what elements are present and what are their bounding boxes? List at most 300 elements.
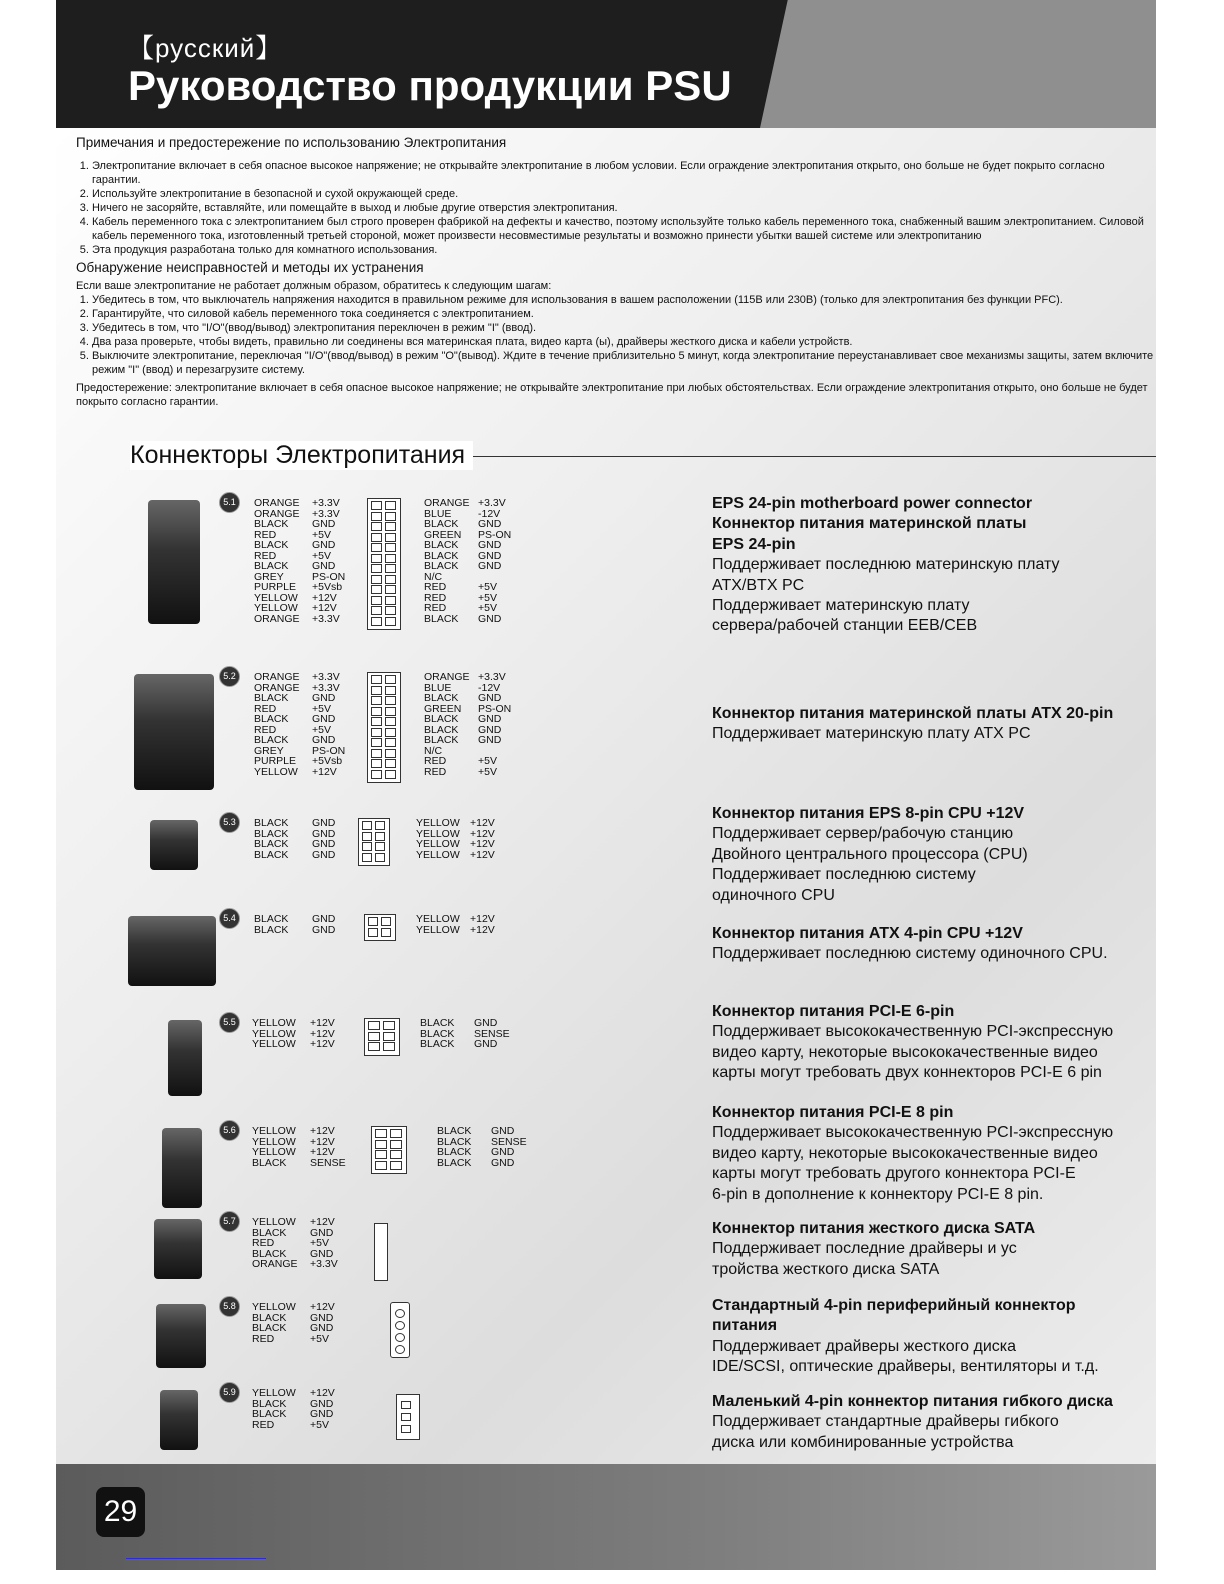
connector-pin	[371, 759, 382, 768]
pin-signal: GND	[478, 723, 502, 736]
connector-desc-line: Поддерживает стандартные драйверы гибкого	[712, 1413, 1059, 1431]
pin-signal: +5V	[310, 1418, 329, 1431]
pinout-right	[420, 1018, 510, 1050]
page-title: Руководство продукции PSU	[128, 62, 732, 109]
list-item: 2. Используйте электропитание в безопасной и сухой окружающей среде.	[92, 187, 1156, 201]
pin-signal: GND	[310, 1322, 334, 1334]
connector-pin	[385, 675, 396, 684]
connector-pin	[371, 543, 382, 552]
connector-badge: 5.8	[219, 1296, 240, 1317]
connector-pin	[401, 1413, 411, 1421]
pin-color: YELLOW	[252, 1216, 296, 1228]
pin-signal: GND	[310, 1397, 334, 1410]
pin-color: ORANGE	[254, 681, 300, 694]
pin-color: BLACK	[437, 1125, 472, 1137]
connector-pin	[385, 717, 396, 726]
connector-desc-line: Поддерживает последнюю систему одиночного CPU.	[712, 945, 1108, 963]
connector-pin	[371, 512, 382, 521]
connector-pin	[371, 770, 382, 779]
pin-signal: +12V	[310, 1146, 335, 1158]
connector-pin	[371, 533, 382, 542]
pin-color: ORANGE	[254, 497, 300, 509]
connector-pin	[362, 821, 372, 830]
connector-pin	[390, 1140, 402, 1149]
connector-desc-line: Двойного центрального процессора (CPU)	[712, 845, 1028, 863]
connector-heading: Стандартный 4-pin периферийный коннектор	[712, 1297, 1076, 1314]
pin-color: BLACK	[254, 692, 289, 704]
pin-color: RED	[254, 723, 277, 736]
pin-color: BLACK	[252, 1247, 287, 1260]
connector-description	[712, 804, 1132, 906]
pin-color: RED	[424, 602, 447, 614]
pin-color: BLACK	[254, 518, 289, 530]
troubleshooting-list	[76, 293, 1156, 377]
language-label: 【русский】	[128, 33, 283, 63]
pin-signal: SENSE	[474, 1027, 510, 1040]
pin-color: YELLOW	[252, 1135, 296, 1148]
connector-pin	[362, 832, 372, 841]
pin-signal: +12V	[310, 1038, 335, 1050]
pinout-left	[252, 1217, 338, 1270]
pin-color: BLACK	[254, 913, 289, 925]
list-item: 5. Выключите электропитание, переключая "I/O"(ввод/вывод) в режим "O"(вывод). Ждите в течение приблизительно 5 минут, когда электропитание переустанавливает свое механизмы защиты, затем включите режим "I" (ввод) и перезагрузите систему.	[92, 349, 1156, 377]
pin-signal: -12V	[478, 507, 501, 520]
connector-pin	[371, 675, 382, 684]
pin-row	[252, 1420, 335, 1431]
connector-pin	[368, 917, 378, 926]
connector-description	[712, 1219, 1132, 1280]
pin-signal: GND	[312, 518, 336, 530]
pin-signal: +5V	[312, 702, 331, 715]
pin-row	[424, 561, 511, 572]
pinout-left	[254, 672, 345, 777]
pin-signal: GND	[491, 1146, 515, 1158]
pin-signal: +12V	[312, 765, 337, 778]
connector-pin	[371, 749, 382, 758]
connector-heading: Коннектор питания жесткого диска SATA	[712, 1220, 1036, 1237]
pin-row	[252, 1039, 335, 1050]
pin-row	[424, 767, 511, 778]
pin-signal: GND	[478, 713, 502, 725]
pin-color: BLACK	[254, 539, 289, 551]
pin-signal: GND	[478, 549, 502, 562]
connector-description	[712, 494, 1132, 637]
notes-title: Примечания и предостережение по использованию Электропитания	[76, 135, 507, 150]
header-grey-panel	[760, 0, 1156, 128]
connector-pin	[371, 522, 382, 531]
pin-signal: +12V	[470, 913, 495, 925]
connector-badge: 5.4	[219, 908, 240, 929]
connector-heading: Коннектор питания PCI-E 6-pin	[712, 1003, 955, 1020]
pin-color: RED	[254, 549, 277, 562]
pin-color: RED	[424, 581, 447, 593]
pin-signal: GND	[310, 1247, 334, 1260]
connector-desc-line: IDE/SCSI, оптические драйверы, вентиляторы и т.д.	[712, 1358, 1099, 1376]
pin-signal: +12V	[312, 602, 337, 614]
pin-signal: GND	[310, 1311, 334, 1324]
connector-pin	[385, 533, 396, 542]
connector-heading: EPS 24-pin motherboard power connector	[712, 495, 1033, 512]
connector-pin	[371, 501, 382, 510]
connectors-title: Коннекторы Электропитания	[130, 441, 473, 470]
connector-cable-image	[156, 1304, 206, 1368]
connector-pin	[368, 928, 378, 937]
pin-signal: SENSE	[310, 1156, 346, 1169]
pin-row	[254, 540, 345, 551]
pin-color: PURPLE	[254, 755, 297, 767]
connector-pin	[375, 853, 385, 862]
connector-pin	[381, 917, 391, 926]
connector-pin	[375, 1140, 387, 1149]
pin-row	[254, 614, 345, 625]
pin-row	[424, 756, 511, 767]
pin-color: BLUE	[424, 681, 452, 694]
connector-desc-line: тройства жесткого диска SATA	[712, 1260, 940, 1278]
pin-row	[437, 1158, 527, 1169]
pin-signal: +3.3V	[312, 612, 340, 625]
pin-row	[252, 1334, 335, 1345]
connector-pin	[371, 554, 382, 563]
pin-signal: PS-ON	[312, 570, 346, 583]
pin-signal: GND	[478, 734, 502, 746]
pin-color: BLACK	[437, 1135, 472, 1148]
pinout-left	[252, 1388, 335, 1430]
pin-signal: SENSE	[491, 1135, 527, 1148]
pin-color: BLACK	[252, 1408, 287, 1420]
connector-pin	[385, 728, 396, 737]
troubleshooting-title: Обнаружение неисправностей и методы их устранения	[76, 260, 424, 275]
pin-signal: GND	[478, 612, 502, 625]
connector-pin	[385, 543, 396, 552]
pinout-left	[252, 1126, 346, 1168]
connector-badge: 5.1	[219, 492, 240, 513]
pin-color: BLACK	[254, 560, 289, 572]
connector-pin	[368, 1032, 380, 1041]
connector-pin	[390, 1129, 402, 1138]
troubleshooting-intro: Если ваше электропитание не работает должным образом, обратитесь к следующим шагам:	[76, 280, 552, 292]
connector-desc-line: видео карту, некоторые высококачественные видео	[712, 1144, 1098, 1162]
pin-color: RED	[252, 1418, 275, 1431]
connector-pin	[375, 832, 385, 841]
pin-row	[424, 735, 511, 746]
connector-pin	[371, 728, 382, 737]
pin-signal: +3.3V	[478, 497, 506, 509]
connector-heading: EPS 24-pin	[712, 535, 796, 553]
connector-pin	[401, 1425, 411, 1433]
pin-signal: GND	[491, 1156, 515, 1169]
connector-cable-image	[168, 1020, 202, 1096]
pin-signal: +12V	[310, 1216, 335, 1228]
connector-heading: питания	[712, 1317, 778, 1335]
connector-pin	[375, 842, 385, 851]
pinout-left	[254, 914, 335, 935]
connector-badge: 5.3	[219, 812, 240, 833]
pin-color: BLACK	[424, 734, 459, 746]
connector-cable-image	[148, 500, 200, 624]
pin-signal: GND	[312, 923, 336, 936]
connector-diagram	[358, 818, 390, 866]
pinout-right	[437, 1126, 527, 1168]
connector-pin	[390, 1150, 402, 1159]
pin-signal: +12V	[310, 1017, 335, 1029]
pin-signal: GND	[474, 1017, 498, 1029]
pin-signal: +5V	[478, 602, 497, 614]
pin-signal: GND	[312, 713, 336, 725]
pin-signal: +5V	[478, 755, 497, 767]
pin-color: GREEN	[424, 528, 462, 541]
connector-diagram	[364, 1018, 400, 1056]
pin-signal: +12V	[470, 838, 495, 850]
pin-color: BLACK	[254, 817, 289, 829]
connector-pin	[385, 501, 396, 510]
pin-signal: GND	[478, 539, 502, 551]
connector-desc-line: Поддерживает последние драйверы и ус	[712, 1240, 1017, 1258]
connector-pin	[385, 596, 396, 605]
connector-pin	[371, 596, 382, 605]
pin-color: BLACK	[424, 723, 459, 736]
pin-signal: PS-ON	[312, 744, 346, 757]
pin-signal: +5V	[478, 591, 497, 604]
pin-color: YELLOW	[252, 1038, 296, 1050]
pin-color: YELLOW	[252, 1125, 296, 1137]
list-item: 1. Электропитание включает в себя опасное высокое напряжение; не открывайте электропитание в любом условии. Если ограждение электропитания открыто, оно больше не будет покрыто согласно гарантии.	[92, 159, 1156, 187]
pin-row	[424, 582, 511, 593]
pin-color: YELLOW	[416, 838, 460, 850]
pin-color: YELLOW	[416, 848, 460, 861]
connector-pin	[371, 738, 382, 747]
pin-signal: GND	[312, 539, 336, 551]
connector-desc-line: Поддерживает драйверы жесткого диска	[712, 1337, 1017, 1355]
connector-heading: Маленький 4-pin коннектор питания гибкого диска	[712, 1393, 1113, 1410]
connector-description	[712, 1103, 1132, 1205]
pin-color: BLUE	[424, 507, 452, 520]
connector-pin	[371, 585, 382, 594]
pin-signal: GND	[491, 1125, 515, 1137]
connector-pin	[383, 1032, 395, 1041]
connector-diagram	[367, 498, 401, 630]
connector-pin	[385, 686, 396, 695]
pin-color: BLACK	[252, 1226, 287, 1239]
pin-color: N/C	[424, 570, 443, 583]
pin-color: BLACK	[254, 713, 289, 725]
pin-color: YELLOW	[416, 913, 460, 925]
connector-badge: 5.7	[219, 1211, 240, 1232]
pin-color: RED	[424, 765, 447, 778]
connector-pin	[375, 1129, 387, 1138]
connector-cable-image	[134, 674, 214, 790]
pin-row	[420, 1039, 510, 1050]
pin-signal: GND	[312, 560, 336, 572]
connector-pin	[385, 564, 396, 573]
connector-cable-image	[162, 1128, 202, 1208]
warning-text: Предостережение: электропитание включает в себя опасное высокое напряжение; не открывайте электропитание при любых обстоятельствах. Если ограждение электропитания открыто, оно больше не будет покрыто согласно гарантии.	[76, 382, 1148, 408]
connector-heading: Коннектор питания материнской платы	[712, 515, 1027, 533]
connector-desc-line: Поддерживает последнюю систему	[712, 866, 976, 884]
pin-signal: GND	[474, 1038, 498, 1050]
pin-signal: +3.3V	[310, 1258, 338, 1270]
connector-pin	[385, 770, 396, 779]
pin-color: BLACK	[424, 692, 459, 704]
pinout-left	[254, 498, 345, 624]
connector-description	[712, 1392, 1132, 1453]
pin-color: RED	[424, 755, 447, 767]
connector-pin	[381, 928, 391, 937]
pin-color: BLACK	[254, 827, 289, 840]
pin-signal: +5V	[478, 765, 497, 778]
pin-color: BLACK	[437, 1156, 472, 1169]
connector-desc-line: Поддерживает сервер/рабочую станцию	[712, 825, 1014, 843]
connector-desc-line: Поддерживает материнскую плату ATX PC	[712, 725, 1031, 743]
pin-signal: +5Vsb	[312, 581, 343, 593]
connector-description	[712, 1002, 1132, 1084]
connector-cable-image	[160, 1390, 198, 1450]
pin-color: YELLOW	[254, 602, 298, 614]
connector-pin	[385, 512, 396, 521]
pin-signal: -12V	[478, 681, 501, 694]
pin-color: GREY	[254, 570, 284, 583]
connector-pin	[375, 1161, 387, 1170]
pin-color: YELLOW	[416, 923, 460, 936]
connector-pin	[383, 1042, 395, 1051]
pin-signal: +12V	[312, 591, 337, 604]
pin-color: BLACK	[252, 1322, 287, 1334]
pinout-left	[252, 1302, 335, 1344]
pin-signal: GND	[312, 913, 336, 925]
list-item: 3. Ничего не засоряйте, вставляйте, или помещайте в выход и любые другие отверстия электропитания.	[92, 201, 1156, 215]
pin-signal: +3.3V	[312, 681, 340, 694]
pin-color: BLACK	[254, 734, 289, 746]
connector-pin	[385, 575, 396, 584]
pin-signal: GND	[312, 734, 336, 746]
list-item: 2. Гарантируйте, что силовой кабель переменного тока соединяется с электропитанием.	[92, 307, 1156, 321]
connector-diagram	[367, 672, 401, 783]
connector-desc-line: 6-pin в дополнение к коннектору PCI-E 8 pin.	[712, 1185, 1044, 1203]
connector-cable-image	[128, 916, 216, 986]
connector-desc-line: видео карту, некоторые высококачественные видео	[712, 1043, 1098, 1061]
pin-color: BLACK	[420, 1017, 455, 1029]
pin-color: YELLOW	[254, 591, 298, 604]
pin-signal: GND	[312, 838, 336, 850]
pin-signal: +12V	[470, 848, 495, 861]
pin-color: PURPLE	[254, 581, 297, 593]
list-item: 4. Кабель переменного тока с электропитанием был строго проверен фабрикой на дефекты и качество, поэтому используйте только кабель переменного тока, снабженный вашим электропитанием. Силовой кабель переменного тока, изготовленный третьей стороной, может произвести несовместимые результаты и возможно принести убытки вашей системе или электропитанию	[92, 215, 1156, 243]
pin-color: ORANGE	[424, 497, 470, 509]
pin-color: YELLOW	[252, 1387, 296, 1399]
pin-row	[254, 714, 345, 725]
pin-signal: GND	[310, 1408, 334, 1420]
pin-row	[254, 767, 345, 778]
pin-signal: +12V	[310, 1301, 335, 1313]
pin-color: BLACK	[420, 1038, 455, 1050]
connector-pin	[368, 1042, 380, 1051]
connector-desc-line: Поддерживает материнскую плату	[712, 597, 970, 615]
pin-color: BLACK	[424, 539, 459, 551]
pin-row	[254, 925, 335, 936]
connector-pin	[375, 1150, 387, 1159]
pinout-left	[252, 1018, 335, 1050]
connector-diagram	[364, 914, 396, 941]
pin-signal: PS-ON	[478, 528, 512, 541]
pin-signal: +5V	[310, 1332, 329, 1345]
pin-color: YELLOW	[252, 1301, 296, 1313]
pin-signal: +12V	[470, 827, 495, 840]
list-item: 1. Убедитесь в том, что выключатель напряжения находится в правильном режиме для использования в вашем расположении (115В или 230В) (только для электропитания без функции PFC).	[92, 293, 1156, 307]
list-item: 5. Эта продукция разработана только для комнатного использования.	[92, 243, 1156, 257]
pin-row	[254, 693, 345, 704]
connector-diagram	[396, 1394, 420, 1440]
connector-pin	[371, 606, 382, 615]
connector-desc-line: Поддерживает последнюю материнскую плату	[712, 556, 1060, 574]
pin-color: YELLOW	[416, 817, 460, 829]
connector-description	[712, 704, 1132, 745]
notes-list	[76, 159, 1156, 257]
pin-row	[254, 519, 345, 530]
connector-pin	[375, 821, 385, 830]
connector-desc-line: ATX/BTX PC	[712, 576, 805, 594]
connector-pin	[385, 738, 396, 747]
connector-heading: Коннектор питания PCI-E 8 pin	[712, 1104, 954, 1121]
page-number: 29	[96, 1487, 145, 1537]
connector-heading: Коннектор питания EPS 8-pin CPU +12V	[712, 805, 1025, 822]
pin-signal: GND	[478, 560, 502, 572]
list-item: 3. Убедитесь в том, что "I/O"(ввод/вывод) электропитания переключен в режим "I" (ввод).	[92, 321, 1156, 335]
pin-signal: +12V	[310, 1125, 335, 1137]
pin-row	[416, 850, 495, 861]
link-underline	[126, 1558, 266, 1559]
pin-signal: +5V	[310, 1237, 329, 1249]
pin-row	[424, 614, 511, 625]
connector-badge: 5.9	[219, 1382, 240, 1403]
pinout-right	[416, 914, 495, 935]
connector-pin	[371, 686, 382, 695]
connector-pin	[368, 1021, 380, 1030]
pin-color: BLACK	[254, 838, 289, 850]
pin-color: BLACK	[424, 518, 459, 530]
pin-color: BLACK	[252, 1156, 287, 1169]
connector-pin	[385, 554, 396, 563]
connector-desc-line: Поддерживает высококачественную PCI-экспрессную	[712, 1124, 1114, 1142]
pin-color: BLACK	[252, 1397, 287, 1410]
footer-band	[56, 1464, 1156, 1570]
pin-row	[254, 850, 335, 861]
pin-color: YELLOW	[252, 1146, 296, 1158]
connector-badge: 5.2	[219, 666, 240, 687]
pin-signal: +5V	[478, 581, 497, 593]
connector-desc-line: карты могут требовать двух коннекторов PCI-E 6 pin	[712, 1064, 1102, 1082]
connector-pin	[383, 1021, 395, 1030]
pin-color: YELLOW	[416, 827, 460, 840]
pin-color: RED	[424, 591, 447, 604]
pin-color: ORANGE	[254, 612, 300, 625]
pin-color: RED	[254, 528, 277, 541]
connector-description	[712, 924, 1132, 965]
pin-row	[252, 1158, 346, 1169]
pin-color: BLACK	[420, 1027, 455, 1040]
pin-color: BLACK	[254, 848, 289, 861]
connector-badge: 5.5	[219, 1012, 240, 1033]
connector-diagram	[390, 1302, 410, 1358]
pin-signal: +3.3V	[312, 497, 340, 509]
pin-color: ORANGE	[254, 507, 300, 520]
connector-pin	[385, 617, 396, 626]
pin-signal: +12V	[470, 817, 495, 829]
pin-color: RED	[252, 1332, 275, 1345]
pin-signal: GND	[312, 827, 336, 840]
pin-color: YELLOW	[254, 765, 298, 778]
pin-color: RED	[254, 702, 277, 715]
pin-signal: +5Vsb	[312, 755, 343, 767]
pin-signal: +5V	[312, 528, 331, 541]
